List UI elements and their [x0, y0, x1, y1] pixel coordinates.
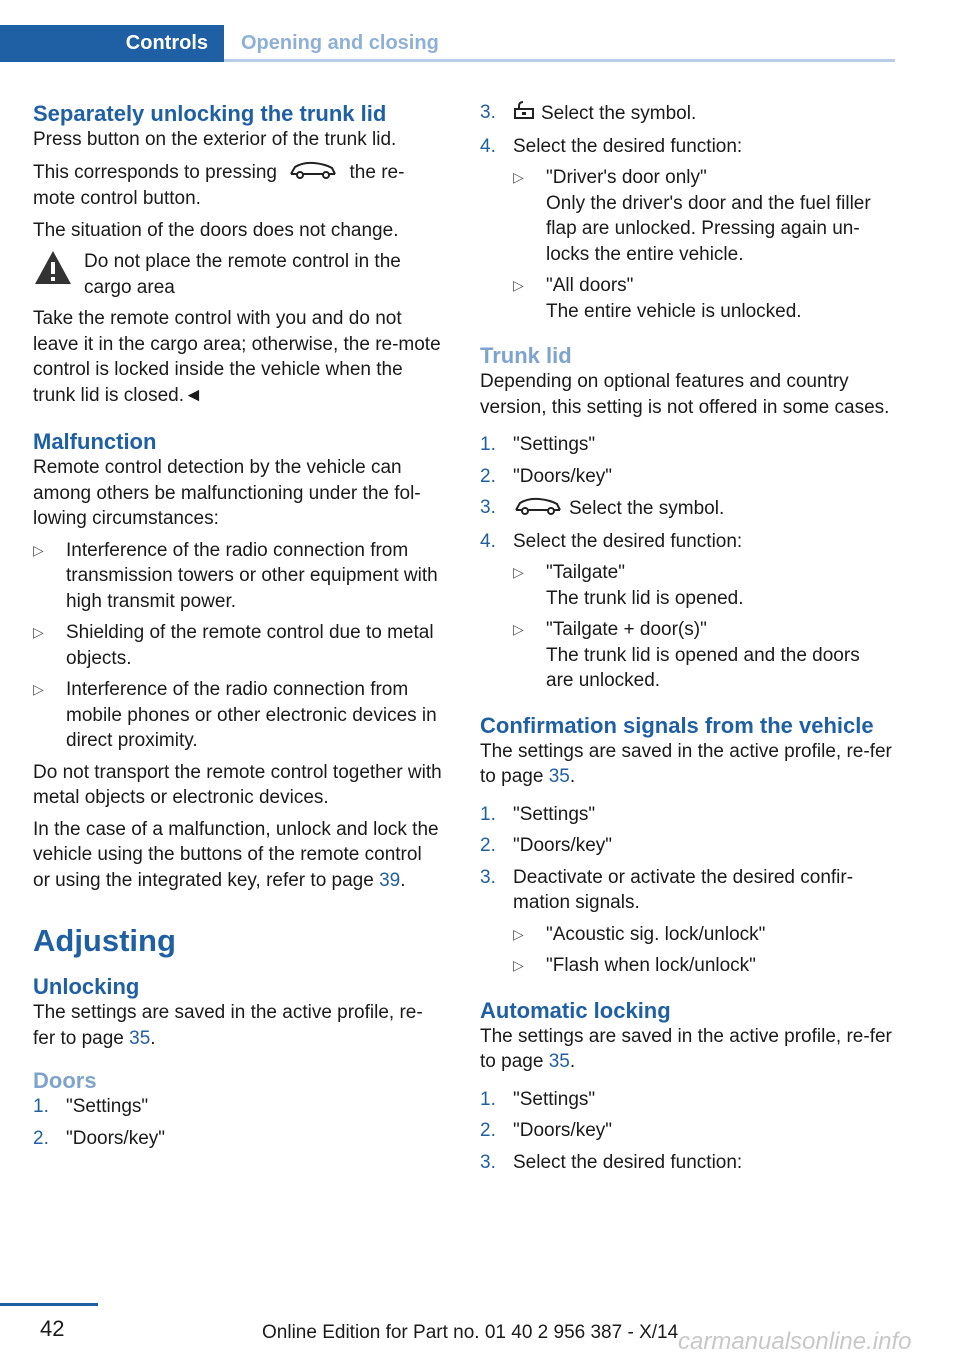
warning-note [33, 249, 443, 300]
bullet-triangle-icon: ▷ [33, 624, 44, 640]
numbered-step: 3. Select the symbol. [480, 100, 892, 128]
lock-door-icon [513, 100, 535, 128]
bullet-triangle-icon: ▷ [513, 621, 524, 637]
paragraph: The settings are saved in the active profile, re-fer to page 35. [480, 1025, 892, 1072]
paragraph: Remote control detection by the vehicle can among others be malfunctioning under the fol-lowing circumstances: [33, 457, 421, 529]
page-header [0, 25, 895, 62]
numbered-step: 4. Select the desired function: [480, 135, 743, 157]
tab-controls[interactable]: Controls [0, 25, 224, 62]
page-link-35[interactable]: 35 [548, 1051, 570, 1072]
list-item: ▷ "Flash when lock/unlock" [513, 953, 892, 979]
sub-options [480, 165, 892, 324]
bullet-triangle-icon: ▷ [513, 925, 524, 942]
numbered-step: 4. Select the desired function: [480, 530, 743, 552]
bullet-triangle-icon: ▷ [33, 681, 44, 697]
paragraph: The settings are saved in the active profile, re-fer to page 35. [480, 740, 892, 787]
numbered-step: 2. "Doors/key" [480, 465, 613, 487]
list-item: ▷ "All doors" The entire vehicle is unlocked. [513, 275, 802, 322]
paragraph: The settings are saved in the active profile, re-fer to page 35. [33, 1002, 423, 1049]
page-link-39[interactable]: 39 [379, 869, 401, 891]
page-link-35[interactable]: 35 [548, 766, 570, 787]
right-column [480, 100, 892, 1181]
list-item: ▷ Interference of the radio connection from mobile phones or other electronic devices in direct proximity. [33, 679, 437, 751]
section-heading-unlocking: Unlocking [33, 974, 140, 999]
bullet-triangle-icon: ▷ [513, 957, 524, 973]
text: This corresponds to pressing [33, 161, 277, 183]
warning-icon [33, 249, 73, 286]
section-heading-malfunction: Malfunction [33, 429, 157, 454]
footer-divider [0, 1303, 98, 1306]
numbered-step: 1. "Settings" [480, 434, 596, 455]
list-item: ▷ Shielding of the remote control due to metal objects. [33, 622, 434, 669]
numbered-step: 1. "Settings" [480, 803, 596, 825]
numbered-step: 2. "Doors/key" [480, 835, 613, 856]
paragraph [33, 159, 443, 212]
watermark: carmanualsonline.info [678, 1328, 912, 1355]
car-trunk-icon [513, 495, 563, 523]
list-item: ▷ Interference of the radio connection from transmission towers or other equipment with high transmit power. [33, 539, 438, 612]
chapter-heading-adjusting: Adjusting [33, 923, 176, 958]
bullet-triangle-icon: ▷ [33, 541, 44, 558]
paragraph: Press button on the exterior of the trunk lid. [33, 129, 397, 150]
list-item: ▷ "Driver's door only" Only the driver's door and the fuel filler flap are unlocked. Pressing again un-locks the entire vehicle. [513, 167, 871, 265]
text: the re-mote control button. [33, 161, 405, 209]
numbered-step: 3. Select the symbol. [480, 495, 892, 523]
list-item: ▷ "Tailgate" The trunk lid is opened. [513, 562, 744, 609]
bullet-triangle-icon: ▷ [513, 277, 524, 293]
paragraph: The situation of the doors does not change. [33, 219, 399, 241]
bullet-triangle-icon: ▷ [513, 564, 524, 580]
section-heading-confirmation-signals: Confirmation signals from the vehicle [480, 712, 874, 738]
page-number: 42 [40, 1316, 65, 1341]
numbered-step: 3. Select the desired function: [480, 1151, 743, 1173]
subsection-heading-trunk-lid: Trunk lid [480, 343, 572, 368]
left-column [33, 100, 443, 1157]
paragraph: In the case of a malfunction, unlock and lock the vehicle using the buttons of the remote control or using the integrated key, refer to page 39. [33, 818, 439, 891]
subsection-heading-doors: Doors [33, 1068, 97, 1093]
section-heading-automatic-locking: Automatic locking [480, 997, 671, 1023]
warning-title: Do not place the remote control in the cargo area [84, 251, 401, 298]
warning-body: Take the remote control with you and do not leave it in the cargo area; otherwise, the re-mote control is locked inside the vehicle when the trunk lid is closed.◄ [33, 308, 441, 406]
page-link-35[interactable]: 35 [129, 1027, 151, 1049]
tab-opening-and-closing[interactable]: Opening and closing [241, 32, 439, 54]
list-item: ▷ "Tailgate + door(s)" The trunk lid is opened and the doors are unlocked. [513, 619, 860, 691]
sub-options [480, 922, 892, 979]
section-heading-trunk-unlock: Separately unlocking the trunk lid [33, 101, 387, 126]
paragraph: Do not transport the remote control together with metal objects or electronic devices. [33, 761, 442, 808]
numbered-step: 3. Deactivate or activate the desired confir-mation signals. [480, 866, 854, 913]
paragraph: Depending on optional features and country version, this setting is not offered in some cases. [480, 371, 890, 418]
list-item: ▷ "Acoustic sig. lock/unlock" [513, 922, 892, 948]
header-divider [224, 59, 895, 62]
car-trunk-icon [288, 159, 338, 187]
numbered-step: 2. "Doors/key" [33, 1127, 166, 1149]
numbered-step: 1. "Settings" [480, 1088, 596, 1110]
numbered-step: 2. "Doors/key" [480, 1120, 613, 1141]
edition-note: Online Edition for Part no. 01 40 2 956 387 - X/14 [262, 1322, 679, 1343]
numbered-step: 1. "Settings" [33, 1096, 149, 1117]
bullet-triangle-icon: ▷ [513, 169, 524, 185]
sub-options [480, 560, 892, 694]
